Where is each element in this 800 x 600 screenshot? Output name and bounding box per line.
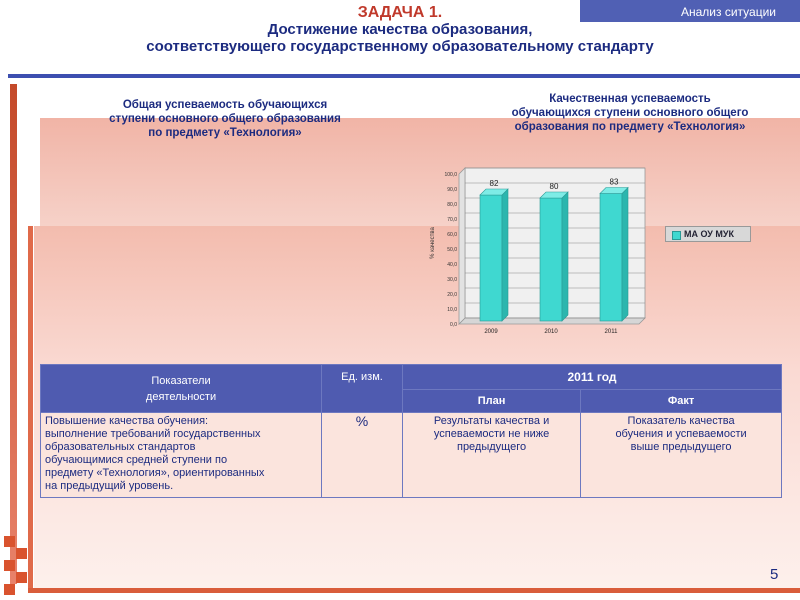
- fact-line: Показатель качества: [627, 415, 735, 427]
- chart-legend: [665, 226, 751, 242]
- right-subtitle-line: Качественная успеваемость: [549, 93, 711, 105]
- title-line-1: ЗАДАЧА 1.: [357, 4, 443, 21]
- header-plan: План: [403, 390, 581, 413]
- decor-square: [16, 548, 27, 559]
- y-tick-label: 10,0: [447, 307, 457, 313]
- y-tick-label: 60,0: [447, 232, 457, 238]
- fact-line: выше предыдущего: [630, 441, 732, 453]
- indicators-table: [40, 364, 782, 498]
- bar: [480, 195, 502, 321]
- frame-left-line: [28, 226, 33, 592]
- header-indicators: [41, 365, 322, 413]
- legend-label: МА ОУ МУК: [684, 229, 734, 239]
- y-tick-label: 90,0: [447, 187, 457, 193]
- decor-square: [16, 572, 27, 583]
- header-year: 2011 год: [403, 365, 782, 390]
- indicator-line: предмету «Технология», ориентированных: [45, 467, 265, 479]
- plan-line: Результаты качества и: [433, 415, 550, 427]
- plan-line: успеваемости не ниже: [433, 428, 550, 440]
- data-label: 80: [549, 182, 559, 191]
- y-tick-label: 50,0: [447, 247, 457, 253]
- right-subtitle-line: образования по предмету «Технология»: [514, 121, 746, 133]
- title-rule: [8, 74, 800, 78]
- indicator-line: обучающимися средней ступени по: [45, 454, 228, 466]
- frame-bottom-line: [28, 588, 800, 593]
- y-tick-label: 30,0: [447, 277, 457, 283]
- indicator-line: на предыдущий уровень.: [45, 480, 174, 492]
- bar-chart: [420, 160, 670, 340]
- plan-line: предыдущего: [456, 441, 527, 453]
- left-accent-bar: [10, 84, 17, 584]
- plan-cell: [403, 413, 581, 498]
- left-subtitle-line: Общая успеваемость обучающихся: [122, 99, 328, 111]
- data-label: 83: [609, 177, 619, 187]
- y-tick-label: 40,0: [447, 262, 457, 268]
- bar: [600, 194, 622, 322]
- right-subtitle: [480, 92, 780, 134]
- table-row: [41, 413, 782, 498]
- bar-side: [502, 189, 508, 321]
- title-line-2: Достижение качества образования,: [267, 21, 533, 38]
- y-tick-label: 100,0: [444, 172, 457, 178]
- title-line-3: соответствующего государственному образовательному стандарту: [146, 38, 654, 55]
- decor-square: [4, 536, 15, 547]
- plot-side-wall: [459, 168, 465, 324]
- y-tick-label: 20,0: [447, 292, 457, 298]
- bar-side: [622, 188, 628, 322]
- decor-square: [4, 584, 15, 595]
- right-subtitle-line: обучающихся ступени основного общего: [511, 107, 749, 119]
- left-subtitle-line: ступени основного общего образования: [109, 113, 341, 125]
- indicator-cell: [41, 413, 322, 498]
- header-indicators-line: деятельности: [145, 390, 217, 403]
- decor-square: [4, 560, 15, 571]
- y-tick-label: 70,0: [447, 217, 457, 223]
- fact-cell: [581, 413, 782, 498]
- header-indicators-line: Показатели: [151, 374, 211, 387]
- page-title: [90, 4, 710, 55]
- data-label: 82: [489, 179, 499, 188]
- bar: [540, 198, 562, 321]
- x-tick-label: 2009: [484, 329, 498, 335]
- section-tab[interactable]: Анализ ситуации: [580, 0, 800, 22]
- bar-side: [562, 192, 568, 321]
- x-tick-label: 2011: [604, 329, 618, 335]
- y-tick-label: 80,0: [447, 202, 457, 208]
- unit-cell: %: [322, 413, 403, 498]
- page-number: 5: [770, 566, 779, 583]
- y-tick-label: 0,0: [450, 322, 457, 328]
- y-axis-label: % качества: [430, 227, 436, 259]
- header-unit: Ед. изм.: [322, 365, 403, 413]
- indicator-line: Повышение качества обучения:: [45, 415, 209, 427]
- left-subtitle-line: по предмету «Технология»: [148, 127, 302, 139]
- x-tick-label: 2010: [544, 329, 558, 335]
- header-fact: Факт: [581, 390, 782, 413]
- left-subtitle: [70, 98, 380, 140]
- indicator-line: выполнение требований государственных: [45, 428, 261, 440]
- legend-swatch: [672, 231, 681, 240]
- indicator-line: образовательных стандартов: [45, 441, 196, 453]
- fact-line: обучения и успеваемости: [615, 428, 747, 440]
